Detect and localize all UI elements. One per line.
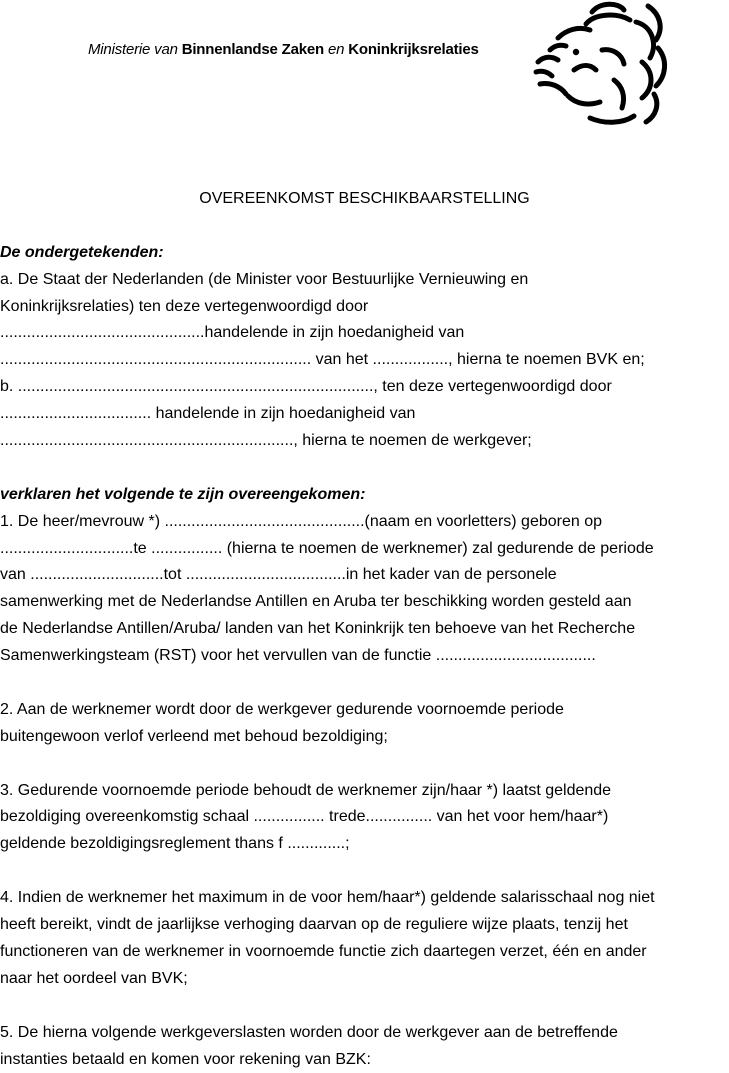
section-heading-agreed: verklaren het volgende te zijn overeengekomen: (0, 482, 729, 509)
agreement-document (0, 186, 729, 1073)
article-5-line: instanties betaald en komen voor rekening van BZK: (0, 1047, 729, 1073)
article-4-line: naar het oordeel van BVK; (0, 966, 729, 993)
document-title: OVEREENKOMST BESCHIKBAARSTELLING (0, 186, 729, 213)
ministry-part-1: Binnenlandse Zaken (182, 41, 324, 58)
text-line: .................................. handelende in zijn hoedanigheid van (0, 401, 729, 428)
article-1-line: van ..............................tot ....................................in het kader van de personele (0, 562, 729, 589)
spacer (0, 858, 729, 885)
article-5-line: 5. De hierna volgende werkgeverslasten worden door de werkgever aan de betreffende (0, 1020, 729, 1047)
text-line: b. ................................................................................, ten deze vertegenwoordigd door (0, 374, 729, 401)
article-1-line: samenwerking met de Nederlandse Antillen en Aruba ter beschikking worden gesteld aan (0, 589, 729, 616)
ministry-name (88, 41, 479, 58)
article-3-line: bezoldiging overeenkomstig schaal ................ trede............... van het voor hem/haar*) (0, 804, 729, 831)
spacer (0, 670, 729, 697)
text-line: ...................................................................... van het ................., hierna te noemen BVK en; (0, 347, 729, 374)
ministry-part-2: Koninkrijksrelaties (348, 41, 478, 58)
text-line: .................................................................., hierna te noemen de werkgever; (0, 428, 729, 455)
spacer (0, 455, 729, 482)
article-2-line: buitengewoon verlof verleend met behoud bezoldiging; (0, 724, 729, 751)
text-line: a. De Staat der Nederlanden (de Minister voor Bestuurlijke Vernieuwing en (0, 267, 729, 294)
article-1-line: Samenwerkingsteam (RST) voor het vervullen van de functie .................................... (0, 643, 729, 670)
text-line: ..............................................handelende in zijn hoedanigheid van (0, 320, 729, 347)
article-4-line: functioneren van de werknemer in voornoemde functie zich daartegen verzet, één en ander (0, 939, 729, 966)
article-3-line: 3. Gedurende voornoemde periode behoudt de werknemer zijn/haar *) laatst geldende (0, 778, 729, 805)
article-1-line: ..............................te ................ (hierna te noemen de werknemer) zal gedurende de periode (0, 536, 729, 563)
text-line: Koninkrijksrelaties) ten deze vertegenwoordigd door (0, 294, 729, 321)
article-1-line: 1. De heer/mevrouw *) .............................................(naam en voorletters) geboren op (0, 509, 729, 536)
spacer (0, 751, 729, 778)
ministry-connector: en (324, 41, 348, 58)
lion-emblem-icon (530, 0, 675, 130)
article-4-line: heeft bereikt, vindt de jaarlijkse verhoging daarvan op de reguliere wijze plaats, tenzij het (0, 912, 729, 939)
article-2-line: 2. Aan de werknemer wordt door de werkgever gedurende voornoemde periode (0, 697, 729, 724)
spacer (0, 993, 729, 1020)
letterhead (0, 0, 729, 140)
article-1-line: de Nederlandse Antillen/Aruba/ landen van het Koninkrijk ten behoeve van het Recherche (0, 616, 729, 643)
spacer (0, 213, 729, 240)
section-heading-signatories: De ondergetekenden: (0, 240, 729, 267)
article-4-line: 4. Indien de werknemer het maximum in de voor hem/haar*) geldende salarisschaal nog niet (0, 885, 729, 912)
ministry-prefix: Ministerie van (88, 41, 182, 58)
article-3-line: geldende bezoldigingsreglement thans f .............; (0, 831, 729, 858)
